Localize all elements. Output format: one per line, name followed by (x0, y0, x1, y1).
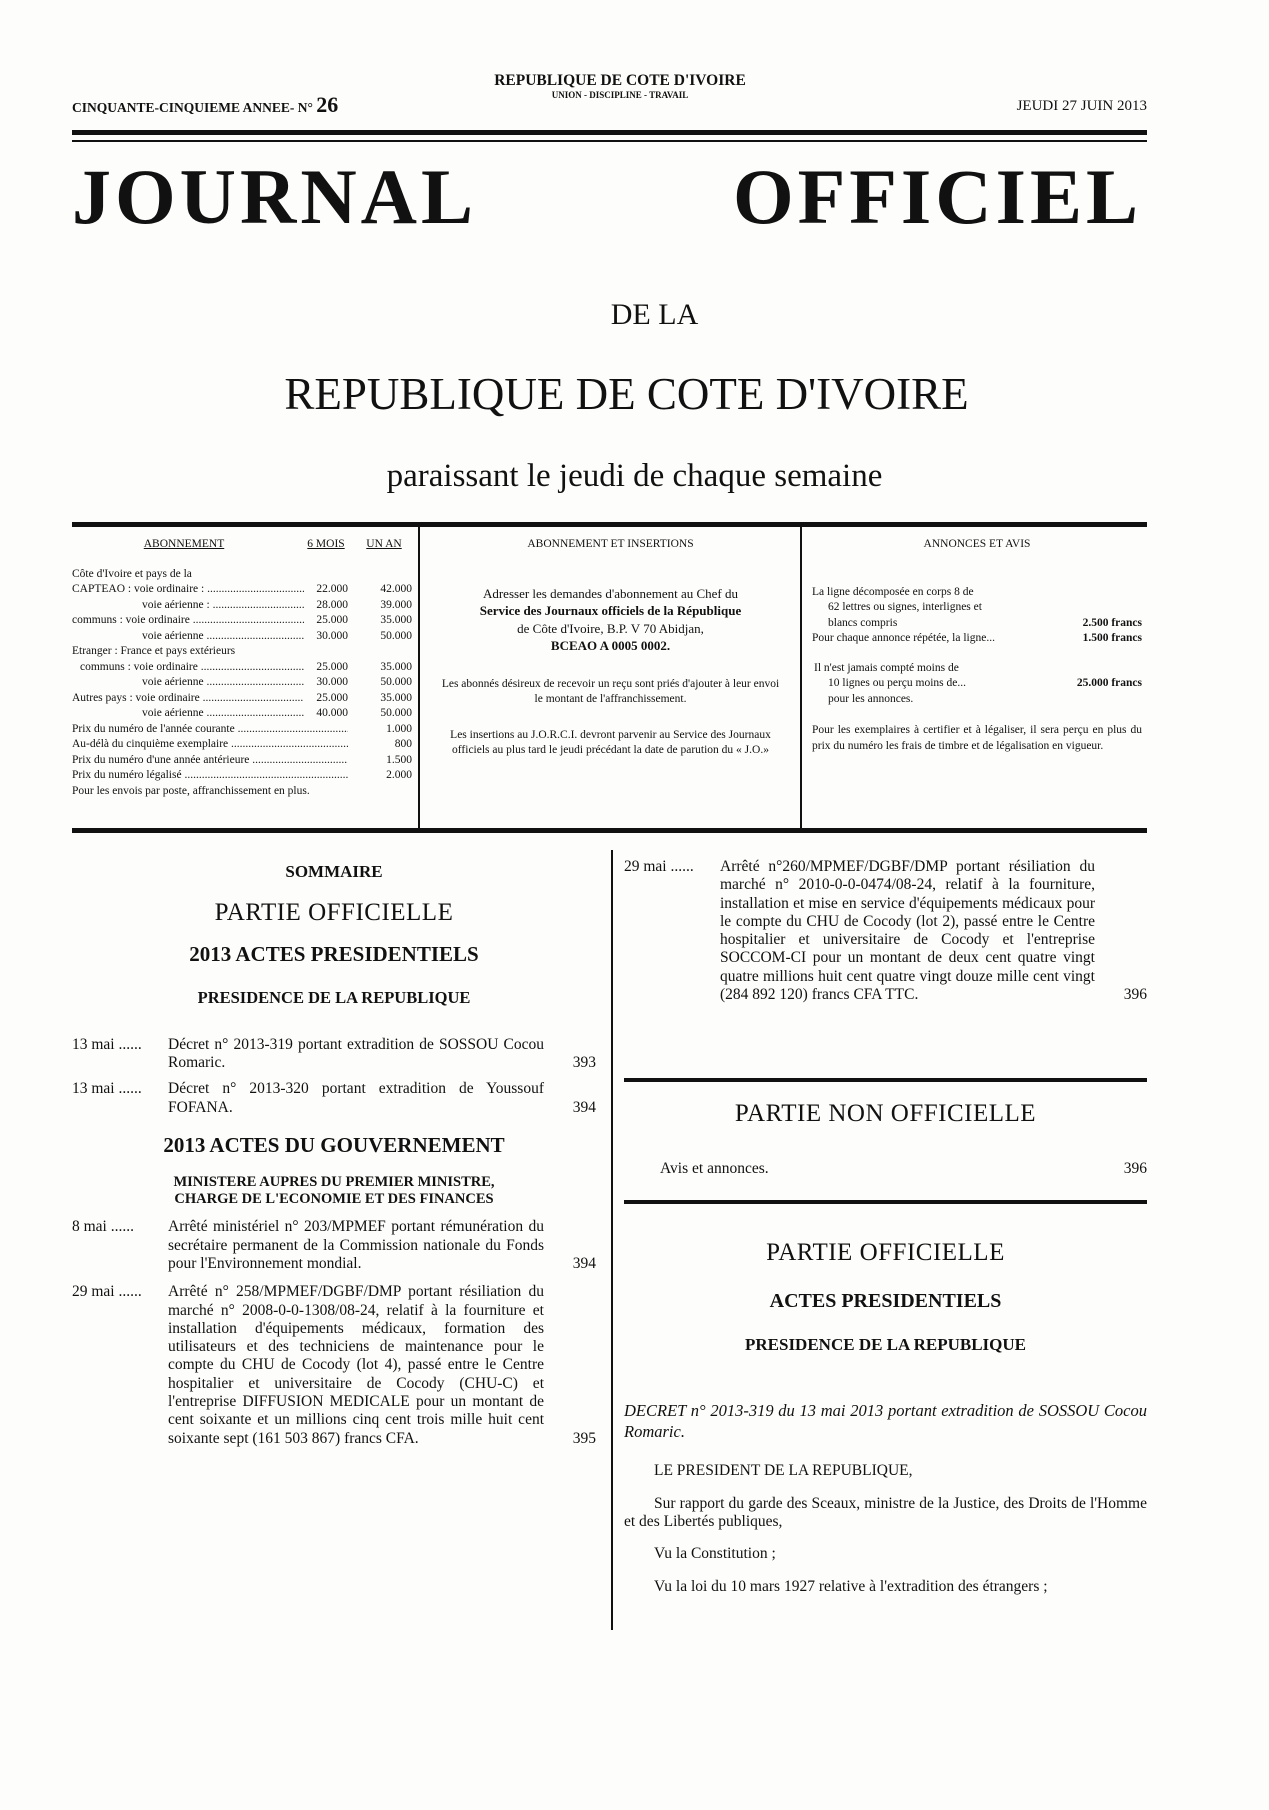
ministere-title: MINISTERE AUPRES DU PREMIER MINISTRE, CHARGE DE L'ECONOMIE ET DES FINANCES (173, 1173, 495, 1208)
box-divider-2 (800, 527, 802, 828)
price-row: Prix du numéro de l'année courante ..... 1.000 (72, 722, 412, 738)
issue-date: JEUDI 27 JUIN 2013 (1016, 98, 1147, 114)
abonnement-row: Autres pays : voie ordinaire ..... 25.000 35.000 (72, 691, 412, 707)
edition-label: CINQUANTE-CINQUIEME ANNEE- N° (72, 100, 313, 115)
issue-number: 26 (316, 92, 339, 117)
annonces-line: Pour chaque annonce répétée, la ligne... 1.500 francs (812, 632, 1142, 645)
sommaire-entry: 8 mai ...... Arrêté ministériel n° 203/MPMEF portant rémunération du secrétaire permanent de la Commission nationale du Fonds pour l'Environnement mondial. 394 (72, 1218, 596, 1273)
annonces-line: Il n'est jamais compté moins de (814, 661, 959, 674)
abonnement-row: voie aérienne ..... 30.000 50.000 (72, 629, 412, 645)
abonnement-row: voie aérienne ..... 40.000 50.000 (72, 706, 412, 722)
actes-presidentiels-title: 2013 ACTES PRESIDENTIELS (189, 941, 479, 966)
header-motto: UNION - DISCIPLINE - TRAVAIL (551, 90, 689, 100)
actes-gouvernement-title: 2013 ACTES DU GOUVERNEMENT (163, 1132, 505, 1157)
avis-page: 396 (1123, 1160, 1147, 1177)
edition-line (72, 92, 338, 118)
abonnement-row: communs : voie ordinaire ..... 25.000 35.000 (72, 660, 412, 676)
annonces-line: 10 lignes ou perçu moins de... 25.000 francs (828, 677, 1142, 690)
abonnement-head: ABONNEMENT (143, 538, 225, 550)
abonnement-header (72, 537, 412, 553)
masthead-word-journal: JOURNAL (72, 153, 478, 240)
sommaire-title: SOMMAIRE (285, 862, 383, 881)
rule-non-officielle-top (624, 1078, 1147, 1082)
presidence-title-2: PRESIDENCE DE LA REPUBLIQUE (744, 1335, 1027, 1355)
sommaire-column (72, 862, 596, 1448)
masthead-word-officiel: OFFICIEL (732, 153, 1142, 240)
avis-label: Avis et annonces. (660, 1160, 769, 1177)
decree-para: Sur rapport du garde des Sceaux, ministre de la Justice, des Droits de l'Homme et des Libertés publiques, (624, 1494, 1147, 1530)
insertions-p1: Adresser les demandes d'abonnement au Chef du Service des Journaux officiels de la République de Côte d'Ivoire, B.P. V 70 Abidjan, BCEAO A 0005 0002. (479, 585, 742, 654)
abonnement-row: voie aérienne ..... 30.000 50.000 (72, 675, 412, 691)
annonces-line: pour les annonces. (828, 692, 914, 705)
avis-entry (660, 1160, 1147, 1178)
insertions-p2: Les abonnés désireux de recevoir un reçu sont priés d'ajouter à leur envoi le montant de l'affranchissement. (441, 677, 780, 706)
decree-president: LE PRESIDENT DE LA REPUBLIQUE, (654, 1462, 913, 1480)
abonnement-box (72, 537, 412, 822)
right-column (624, 858, 1147, 1004)
annonces-line: blancs compris 2.500 francs (828, 616, 1142, 629)
annonces-line: 62 lettres ou signes, interlignes et (828, 601, 982, 614)
abonnement-col2: UN AN (366, 538, 402, 550)
price-row: Prix du numéro légalisé ..... 2.000 (72, 768, 412, 784)
masthead-frequency: paraissant le jeudi de chaque semaine (386, 458, 883, 494)
masthead-title (72, 153, 1142, 240)
price-row: Prix du numéro d'une année antérieure ..... 1.500 (72, 753, 412, 769)
header-republic: REPUBLIQUE DE COTE D'IVOIRE (494, 72, 746, 89)
actes-presidentiels-title-2: ACTES PRESIDENTIELS (769, 1289, 1002, 1312)
annonces-head: ANNONCES ET AVIS (923, 538, 1031, 550)
box-divider-1 (418, 527, 420, 828)
header-rule-thin (72, 140, 1147, 142)
insertions-box (438, 537, 783, 822)
column-divider (611, 850, 613, 1630)
abonnement-intro1: Côte d'Ivoire et pays de la (72, 567, 192, 580)
sommaire-entry: 13 mai ...... Décret n° 2013-320 portant extradition de Youssouf FOFANA. 394 (72, 1080, 596, 1116)
partie-non-officielle-title: PARTIE NON OFFICIELLE (734, 1100, 1037, 1127)
insertions-head: ABONNEMENT ET INSERTIONS (527, 538, 694, 550)
annonces-box (812, 537, 1142, 822)
annonces-line: La ligne décomposée en corps 8 de (812, 585, 974, 598)
masthead-de-la: DE LA (610, 298, 699, 331)
partie-officielle-title-2: PARTIE OFFICIELLE (766, 1239, 1005, 1266)
decree-para: Vu la Constitution ; (654, 1545, 776, 1563)
abonnement-footer: Pour les envois par poste, affranchissement en plus. (72, 784, 310, 797)
annonces-legalisation: Pour les exemplaires à certifier et à légaliser, il sera perçu en plus du prix du numéro les frais de timbre et de légalisation en vigueur. (812, 724, 1142, 752)
sommaire-entry: 29 mai ...... Arrêté n°260/MPMEF/DGBF/DMP portant résiliation du marché n° 2010-0-0-0474/08-24, relatif à la fourniture, installation et mise en service d'équipements médicaux pour le compte du CHU de Cocody (lot 2), passé entre le Centre hospitalier et universitaire de Cocody et l'entreprise SOCCOM-CI pour un montant de deux cent quatre vingt quatre millions huit cent quatre vingt douze mille cent vingt (284 892 120) francs CFA TTC. 396 (624, 858, 1147, 1003)
sommaire-entry: 13 mai ...... Décret n° 2013-319 portant extradition de SOSSOU Cocou Romaric. 393 (72, 1035, 596, 1072)
box-top-rule (72, 522, 1147, 527)
insertions-p3: Les insertions au J.O.R.C.I. devront parvenir au Service des Journaux officiels au plus tard le jeudi précédant la date de parution du « J.O.» (450, 728, 771, 757)
rule-partie-officielle-top (624, 1200, 1147, 1204)
abonnement-intro2: Etranger : France et pays extérieurs (72, 645, 236, 658)
box-bottom-rule (72, 828, 1147, 833)
header-republic-block (420, 72, 820, 100)
abonnement-row: CAPTEAO : voie ordinaire : ..... 22.000 42.000 (72, 582, 412, 598)
decree-title: DECRET n° 2013-319 du 13 mai 2013 portant extradition de SOSSOU Cocou Romaric. (624, 1401, 1147, 1441)
price-row: Au-délà du cinquième exemplaire ..... 800 (72, 737, 412, 753)
header-rule-thick (72, 130, 1147, 135)
abonnement-col1: 6 MOIS (307, 538, 345, 550)
masthead-republic: REPUBLIQUE DE COTE D'IVOIRE (284, 369, 969, 419)
presidence-title: PRESIDENCE DE LA REPUBLIQUE (197, 988, 471, 1008)
abonnement-row: voie aérienne : ..... 28.000 39.000 (72, 598, 412, 614)
sommaire-entry: 29 mai ...... Arrêté n° 258/MPMEF/DGBF/DMP portant résiliation du marché n° 2008-0-0-1308/08-24, relatif à la fourniture et installation d'équipements médicaux, formation des utilisateurs et des techniciens de maintenance pour le compte du CHU de Cocody (lot 4), passé entre le Centre hospitalier et universitaire de Cocody (CHU-C) et l'entreprise DIFFUSION MEDICALE pour un montant de cent soixante et un millions cinq cent trois mille huit cent soixante sept (161 503 867) francs CFA. 395 (72, 1283, 596, 1447)
decree-column (624, 1238, 1147, 1610)
partie-officielle-title: PARTIE OFFICIELLE (214, 899, 454, 927)
decree-para: Vu la loi du 10 mars 1927 relative à l'extradition des étrangers ; (654, 1577, 1048, 1595)
abonnement-row: communs : voie ordinaire ..... 25.000 35.000 (72, 613, 412, 629)
